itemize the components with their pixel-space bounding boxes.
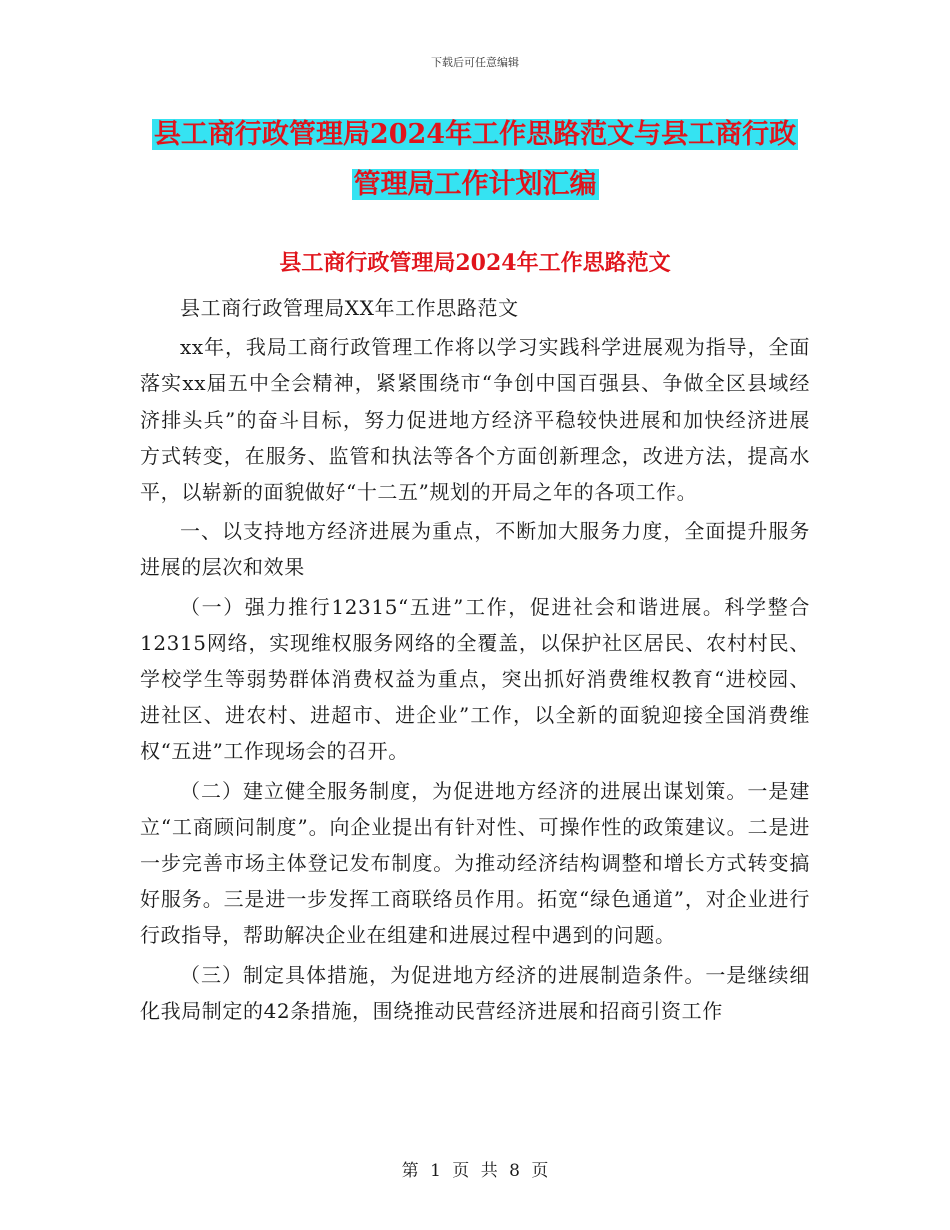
page-footer: 第 1 页 共 8 页 — [401, 1161, 549, 1181]
document-body — [140, 290, 810, 1032]
paragraph: （一）强力推行12315“五进”工作，促进社会和谐进展。科学整合12315网络，实现维权服务网络的全覆盖，以保护社区居民、农村村民、学校学生等弱势群体消费权益为重点，突出抓好消费维权教育“进校园、进社区、进农村、进超市、进企业”工作，以全新的面貌迎接全国消费维权“五进”工作现场会的召开。 — [140, 594, 810, 764]
header-note: 下载后可任意编辑 — [431, 56, 519, 69]
paragraph: xx年，我局工商行政管理工作将以学习实践科学进展观为指导，全面落实xx届五中全会精神，紧紧围绕市“争创中国百强县、争做全区县域经济排头兵”的奋斗目标，努力促进地方经济平稳较快进展和加快经济进展方式转变，在服务、监管和执法等各个方面创新理念，改进方法，提高水平，以崭新的面貌做好“十二五”规划的开局之年的各项工作。 — [140, 335, 810, 505]
paragraph: 一、以支持地方经济进展为重点，不断加大服务力度，全面提升服务进展的层次和效果 — [140, 519, 810, 580]
paragraph: 县工商行政管理局XX年工作思路范文 — [180, 296, 519, 320]
section-title: 县工商行政管理局2024年工作思路范文 — [279, 250, 671, 276]
paragraph: （二）建立健全服务制度，为促进地方经济的进展出谋划策。一是建立“工商顾问制度”。向企业提出有针对性、可操作性的政策建议。二是进一步完善市场主体登记发布制度。为推动经济结构调整和增长方式转变搞好服务。三是进一步发挥工商联络员作用。拓宽“绿色通道”，对企业进行行政指导，帮助解决企业在组建和进展过程中遇到的问题。 — [140, 778, 810, 948]
title-line-1: 县工商行政管理局2024年工作思路范文与县工商行政 — [153, 119, 797, 150]
title-line-2: 管理局工作计划汇编 — [353, 169, 597, 200]
document-title — [140, 110, 810, 210]
paragraph: （三）制定具体措施，为促进地方经济的进展制造条件。一是继续细化我局制定的42条措施，围绕推动民营经济进展和招商引资工作 — [140, 962, 810, 1023]
